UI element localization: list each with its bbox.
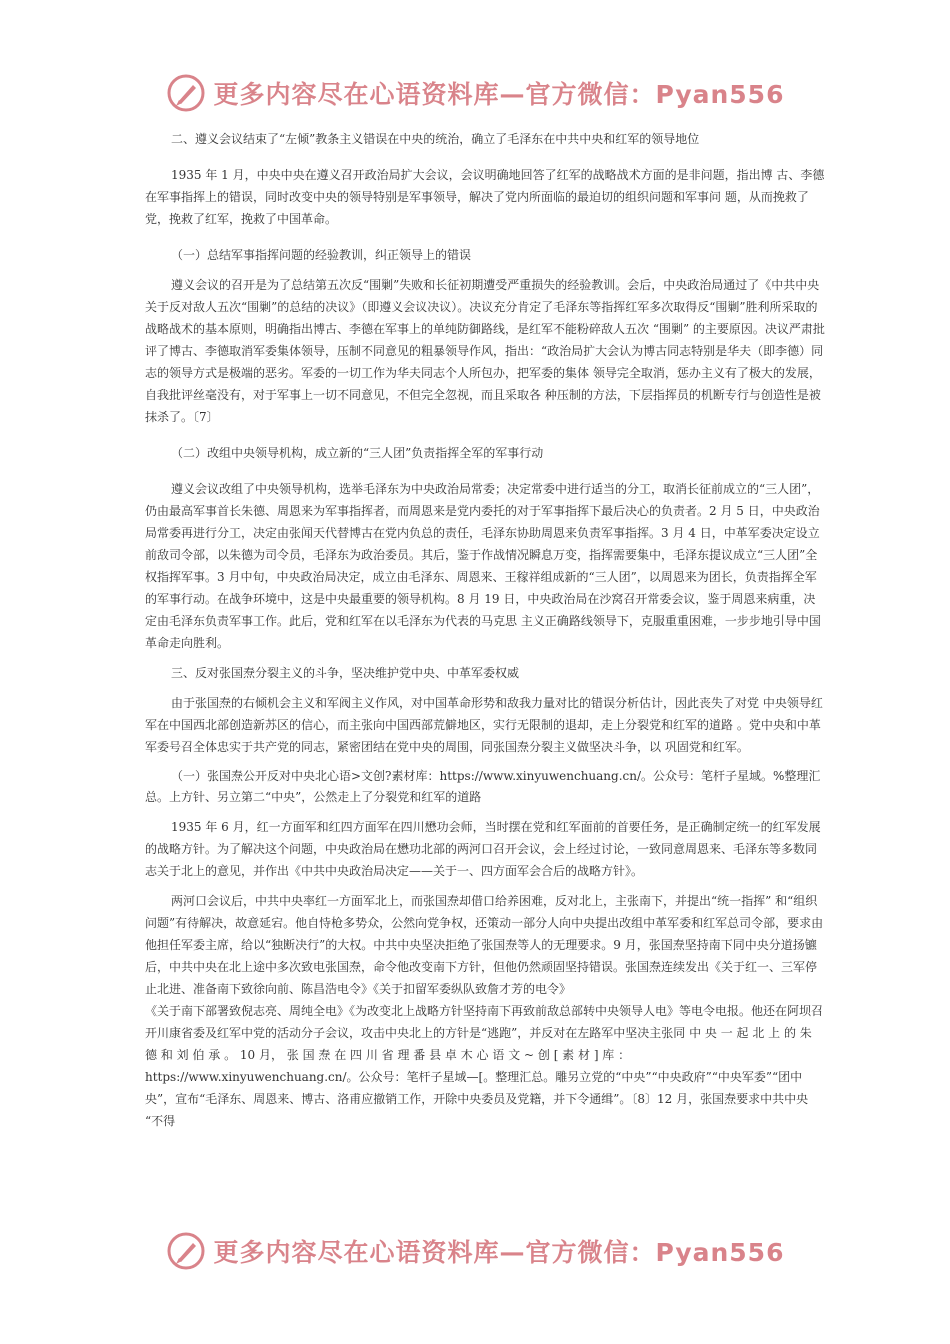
- paragraph: 遵义会议的召开是为了总结第五次反“围剿”失败和长征初期遭受严重损失的经验教训。会后，中央政治局通过了《中共中央关于反对敌人五次“围剿”的总结的决议》（即遵义会议决议）。决议充分肯定了毛泽东等指挥红军多次取得反“围剿”胜利所采取的战略战术的基本原则，明确指出博古、李德在军事上的单纯防御路线，是红军不能粉碎敌人五次 “围剿” 的主要原因。决议严肃批评了博古、李德取消军委集体领导，压制不同意见的粗暴领导作风，指出：“政治局扩大会认为博古同志特别是华夫（即李德）同志的领导方式是极端的恶劣。军委的一切工作为华夫同志个人所包办，把军委的集体 领导完全取消，惩办主义有了极大的发展，自我批评丝毫没有，对于军事上一切不同意见，不但完全忽视，而且采取各 种压制的方法，下层指挥员的机断专行与创造性是被抹杀了。〔7〕: [145, 278, 825, 424]
- header-watermark-banner: [0, 68, 950, 118]
- paragraph-continuation: 《关于南下部署致倪志亮、周纯全电》《为改变北上战略方针坚持南下再致前敌总部转中央领导人电》等电令电报。他还在阿坝召开川康省委及红军中党的活动分子会议，攻击中央北上的方针是“逃跑”，并反对在左路军中坚决主张同 中 央 一 起 北 上 的 朱 德 和 刘 伯 承 。 10 月， 张 国 焘 在 四 川 省 理 番 县 卓 木 心 语 文 ~ 创 [ 素 材 ] 库 ：https://www.xinyuwenchuang.cn/。公众号：笔杆子星域—[。整理汇总。雕另立党的“中央”“中央政府”“中央军委”“团中央”，宣布“毛泽东、周恩来、博古、洛甫应撤销工作，开除中央委员及党籍，并下令通缉”。〔8〕12 月，张国焘要求中共中央 “不得: [145, 1004, 824, 1128]
- paragraph: 遵义会议改组了中央领导机构，选举毛泽东为中央政治局常委；决定常委中进行适当的分工，取消长征前成立的“三人团”，仍由最高军事首长朱德、周恩来为军事指挥者，而周恩来是党内委托的对于军事指挥下最后决心的负责者。2 月 5 日，中央政治局常委再进行分工，决定由张闻天代替博古在党内负总的责任，毛泽东协助周恩来负责军事指挥。3 月 4 日，中革军委决定设立前敌司令部，以朱德为司令员，毛泽东为政治委员。其后，鉴于作战情况瞬息万变，指挥需要集中，毛泽东提议成立“三人团”全权指挥军事。3 月中旬，中央政治局决定，成立由毛泽东、周恩来、王稼祥组成新的“三人团”，以周恩来为团长，负责指挥全军的军事行动。在战争环境中，这是中央最重要的领导机构。8 月 19 日，中央政治局在沙窝召开常委会议，鉴于周恩来病重，决定由毛泽东负责军事工作。此后，党和红军在以毛泽东为代表的马克思 主义正确路线领导下，克服重重困难，一步步地引导中国革命走向胜利。: [145, 482, 821, 650]
- subsection-heading: （二）改组中央领导机构，成立新的“三人团”负责指挥全军的军事行动: [171, 446, 544, 460]
- paragraph: 1935 年 1 月，中央中央在遵义召开政治局扩大会议，会议明确地回答了红军的战略战术方面的是非问题，指出博 古、李德在军事指挥上的错误，同时改变中央的领导特别是军事领导，解决了党内所面临的最迫切的组织问题和军事问 题，从而挽救了党，挽救了红军，挽救了中国革命。: [145, 168, 825, 226]
- pen-in-circle-logo-icon: [166, 73, 206, 113]
- banner-text: 更多内容尽在心语资料库—官方微信：Pyan556: [213, 1238, 785, 1267]
- section-heading-3: 三、反对张国焘分裂主义的斗争，坚决维护党中央、中革军委权威: [171, 666, 520, 680]
- subsection-heading: （一）总结军事指挥问题的经验教训，纠正领导上的错误: [171, 248, 472, 262]
- document-body: [145, 128, 825, 1132]
- paragraph: 由于张国焘的右倾机会主义和军阀主义作风，对中国革命形势和敌我力量对比的错误分析估计，因此丧失了对党 中央领导红军在中国西北部创造新苏区的信心，而主张向中国西部荒僻地区，实行无限制的退却，走上分裂党和红军的道路 。党中央和中革军委号召全体忠实于共产党的同志，紧密团结在党中央的周围，同张国焘分裂主义做坚决斗争，以 巩固党和红军。: [145, 696, 823, 754]
- banner-text: 更多内容尽在心语资料库—官方微信：Pyan556: [213, 80, 785, 109]
- pen-in-circle-logo-icon: [166, 1231, 206, 1271]
- paragraph: 两河口会议后，中共中央率红一方面军北上，而张国焘却借口给养困难，反对北上，主张南下，并提出“统一指挥” 和“组织问题”有待解决，故意延宕。他自恃枪多势众，公然向党争权，还策动一部分人向中央提出改组中革军委和红军总司令部，要求由他担任军委主席，给以“独断决行”的大权。中共中央坚决拒绝了张国焘等人的无理要求。9 月，张国焘坚持南下同中央分道扬镳后，中共中央在北上途中多次致电张国焘，命令他改变南下方针，但他仍然顽固坚持错误。张国焘连续发出《关于红一、三军停止北进、准备南下致徐向前、陈昌浩电令》《关于扣留军委纵队致詹才芳的电令》: [145, 894, 824, 996]
- footer-watermark-banner: [0, 1226, 950, 1276]
- subsection-heading: （一）张国焘公开反对中央北心语>文创?素材库：https://www.xinyuwenchuang.cn/。公众号：笔杆子星域。%整理汇总。上方针、另立第二“中央”，公然走上了分裂党和红军的道路: [145, 769, 821, 804]
- paragraph: 1935 年 6 月，红一方面军和红四方面军在四川懋功会师，当时摆在党和红军面前的首要任务，是正确制定统一的红军发展的战略方针。为了解决这个问题，中央政治局在懋功北部的两河口召开会议，会上经过讨论，一致同意周恩来、毛泽东等多数同志关于北上的意见，并作出《中共中央政治局决定——关于一、四方面军会合后的战略方针》。: [145, 820, 821, 878]
- section-heading-2: 二、遵义会议结束了“左倾”教条主义错误在中央的统治，确立了毛泽东在中共中央和红军的领导地位: [171, 132, 700, 146]
